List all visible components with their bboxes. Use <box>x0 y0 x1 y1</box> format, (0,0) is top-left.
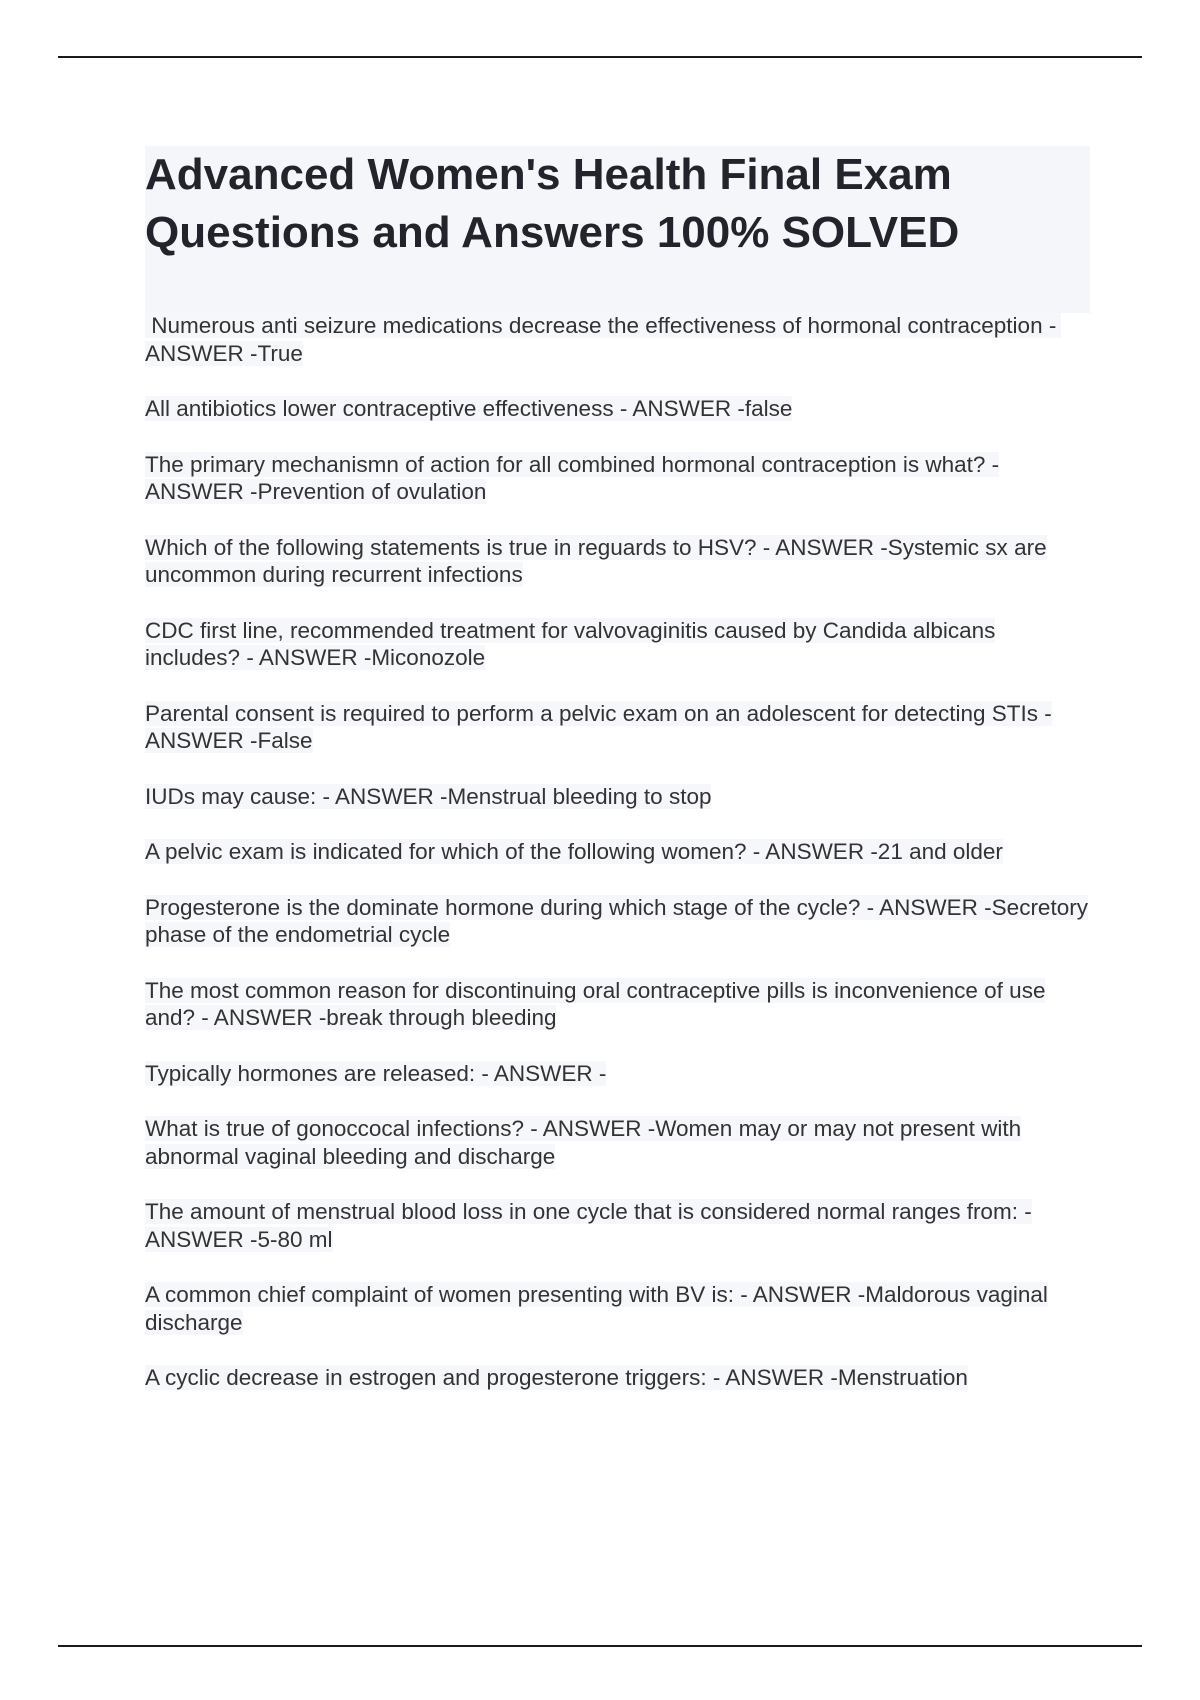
bottom-rule <box>58 1645 1142 1647</box>
document-title <box>145 146 1090 262</box>
qa-item-10 <box>145 977 1090 1032</box>
qa-text: What is true of gonoccocal infections? - ANSWER -Women may or may not present with abnormal vaginal bleeding and discharge <box>145 1116 1022 1169</box>
qa-list <box>145 312 1090 1420</box>
qa-text: A pelvic exam is indicated for which of the following women? - ANSWER -21 and older <box>145 839 1003 864</box>
qa-item-14 <box>145 1281 1090 1336</box>
qa-text: The primary mechanismn of action for all combined hormonal contraception is what? - ANSWER -Prevention of ovulation <box>145 451 1000 504</box>
qa-text: Numerous anti seizure medications decrease the effectiveness of hormonal contraception - ANSWER -True <box>145 313 1062 366</box>
qa-item-11 <box>145 1060 1090 1088</box>
qa-text: The amount of menstrual blood loss in one cycle that is considered normal ranges from: - ANSWER -5-80 ml <box>145 1199 1032 1252</box>
qa-text: Which of the following statements is true in reguards to HSV? - ANSWER -Systemic sx are uncommon during recurrent infections <box>145 534 1047 587</box>
qa-text: The most common reason for discontinuing oral contraceptive pills is inconvenience of use and? - ANSWER -break through bleeding <box>145 977 1046 1030</box>
qa-item-5 <box>145 617 1090 672</box>
qa-text: Typically hormones are released: - ANSWER - <box>145 1060 607 1086</box>
qa-text: CDC first line, recommended treatment for valvovaginitis caused by Candida albicans includes? - ANSWER -Miconozole <box>145 617 996 670</box>
qa-item-6 <box>145 700 1090 755</box>
qa-item-3 <box>145 451 1090 506</box>
qa-item-9 <box>145 894 1090 949</box>
qa-text: All antibiotics lower contraceptive effectiveness - ANSWER -false <box>145 396 793 421</box>
title-line-2: Questions and Answers 100% SOLVED <box>145 208 960 257</box>
qa-item-4 <box>145 534 1090 589</box>
qa-item-2 <box>145 395 1090 423</box>
qa-item-8 <box>145 838 1090 866</box>
top-rule <box>58 56 1142 58</box>
qa-text: A common chief complaint of women presenting with BV is: - ANSWER -Maldorous vaginal discharge <box>145 1282 1048 1335</box>
qa-item-1 <box>145 312 1090 367</box>
qa-item-7 <box>145 783 1090 811</box>
title-block <box>145 146 1090 313</box>
title-line-1: Advanced Women's Health Final Exam <box>145 150 952 199</box>
qa-text: Progesterone is the dominate hormone during which stage of the cycle? - ANSWER -Secretory phase of the endometrial cycle <box>145 894 1088 947</box>
qa-text: IUDs may cause: - ANSWER -Menstrual bleeding to stop <box>145 783 712 809</box>
qa-item-12 <box>145 1115 1090 1170</box>
qa-item-15 <box>145 1364 1090 1392</box>
qa-item-13 <box>145 1198 1090 1253</box>
qa-text: A cyclic decrease in estrogen and progesterone triggers: - ANSWER -Menstruation <box>145 1365 968 1390</box>
qa-text: Parental consent is required to perform a pelvic exam on an adolescent for detecting STIs - ANSWER -False <box>145 700 1052 753</box>
